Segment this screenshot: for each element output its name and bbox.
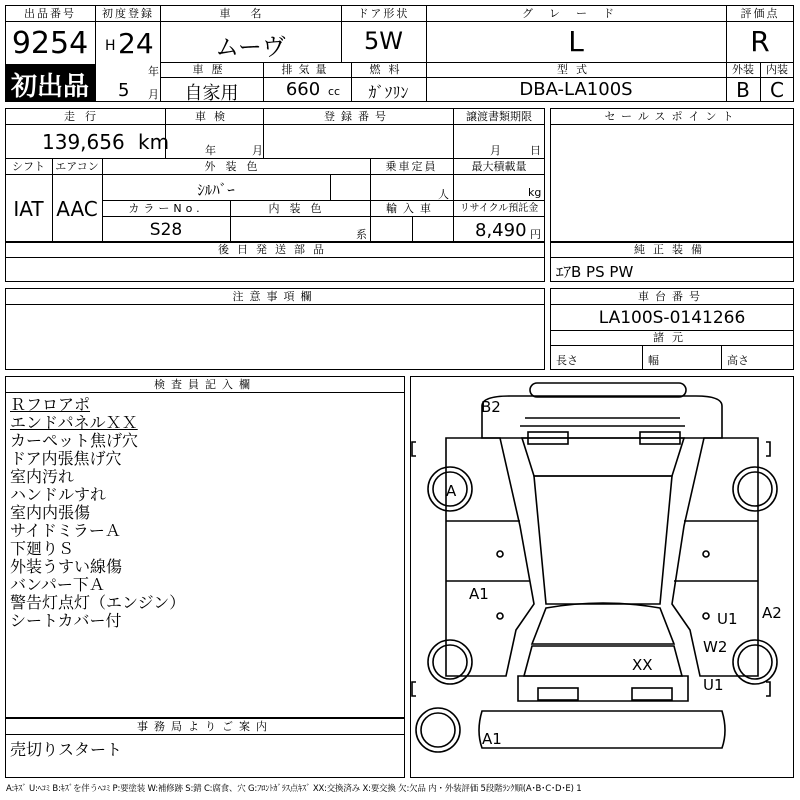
inspection-month-unit: 月 <box>252 144 263 157</box>
car-name: ムーヴ <box>215 33 286 61</box>
exterior-color-label: 外装色 <box>204 160 268 173</box>
reg-month-unit: 月 <box>148 88 159 101</box>
interior-color-unit: 系 <box>356 228 367 241</box>
office-label: 事務局よりご案内 <box>137 720 273 733</box>
fuel-value: ｶﾞｿﾘﾝ <box>368 83 409 102</box>
mileage-label: 走行 <box>64 110 106 123</box>
car-name-label: 車名 <box>219 7 282 20</box>
inspector-note: 室内内張傷 <box>10 503 91 522</box>
first-reg-label: 初度登録 <box>102 7 154 20</box>
chassis-number-value: LA100S-0141266 <box>598 308 746 328</box>
history-value: 自家用 <box>184 83 239 104</box>
max-load-unit: kg <box>528 186 542 199</box>
office-value: 売切りスタート <box>10 740 123 759</box>
car-diagram <box>410 376 794 778</box>
capacity-unit: 人 <box>438 188 449 201</box>
interior-grade-value: C <box>770 78 784 102</box>
mark-xx: XX <box>632 656 653 674</box>
sales-points-box <box>550 108 794 242</box>
displacement-unit: cc <box>328 85 341 98</box>
genuine-equipment-value: ｴｱB PS PW <box>556 263 634 281</box>
exterior-grade-label: 外装 <box>732 63 754 76</box>
exterior-grade-value: B <box>736 78 750 102</box>
inspector-note: カーペット焦げ穴 <box>10 431 139 450</box>
reg-number-label: 登録番号 <box>324 110 392 123</box>
chassis-number-label: 車台番号 <box>638 290 706 303</box>
history-label: 車歴 <box>192 63 231 76</box>
interior-grade-label: 内装 <box>766 63 788 76</box>
inspection-year-unit: 年 <box>205 144 216 157</box>
recycle-label: リサイクル預託金 <box>459 203 539 214</box>
fuel-label: 燃料 <box>369 63 408 76</box>
reg-month: 5 <box>118 80 130 101</box>
door-value: 5W <box>364 27 403 55</box>
max-load-label: 最大積載量 <box>471 160 527 173</box>
mileage-unit: km <box>138 130 170 154</box>
length-label: 長さ <box>556 354 578 367</box>
mark-w2: W2 <box>703 638 728 656</box>
inspector-note: サイドミラーＡ <box>10 521 121 540</box>
capacity-label: 乗車定員 <box>385 160 438 173</box>
transfer-docs-label: 譲渡書類期限 <box>466 110 532 123</box>
inspector-note: Ｒフロアポ <box>10 395 91 414</box>
door-label: ドア形状 <box>357 7 410 20</box>
grade-label: グレード <box>522 7 630 20</box>
displacement-label: 排気量 <box>281 63 333 76</box>
model-code-label: 型式 <box>557 63 595 76</box>
width-label: 幅 <box>648 354 659 367</box>
shift-value: IAT <box>13 197 44 221</box>
displacement-value: 660 <box>285 79 321 100</box>
mileage-value: 139,656 <box>42 130 125 154</box>
mark-rear-top: B2 <box>481 398 501 416</box>
mark-left-front-wheel: A <box>446 482 457 500</box>
ac-value: AAC <box>56 197 98 221</box>
mark-left-quarter: A1 <box>469 585 489 603</box>
recycle-unit: 円 <box>530 228 541 241</box>
inspector-note: エンドパネルＸＸ <box>10 413 138 432</box>
score-label: 評価点 <box>740 7 780 20</box>
mark-front-bumper: A1 <box>482 730 502 748</box>
mark-right-rear-side: A2 <box>762 604 782 622</box>
inspection-label: 車検 <box>195 110 233 123</box>
legend: A:ｷｽﾞ U:ﾍｺﾐ B:ｷｽﾞを伴うﾍｺﾐ P:要塗装 W:補修跡 S:錆 C:腐食、穴 G:ﾌﾛﾝﾄｶﾞﾗｽ点ｷｽﾞ XX:交換済み X:要交換 欠:欠品 内・外装評価 5段階ﾗﾝｸ順(A･B･C･D･E) 1 <box>6 784 582 794</box>
later-parts-label: 後日発送部品 <box>218 243 332 256</box>
dimensions-label: 諸元 <box>653 331 691 344</box>
color-no-label: カラーNo. <box>128 202 204 215</box>
inspector-note: 外装うすい線傷 <box>10 557 123 576</box>
lot-number-label: 出品番号 <box>24 7 76 20</box>
score-value: R <box>750 25 770 58</box>
transfer-month-unit: 月 <box>490 144 501 157</box>
inspector-label: 検査員記入欄 <box>154 378 256 391</box>
model-code-value: DBA-LA100S <box>519 79 633 100</box>
inspector-note: 警告灯点灯（エンジン） <box>10 593 186 612</box>
import-label: 輸入車 <box>386 202 437 215</box>
ac-label: エアコン <box>55 160 99 173</box>
reg-year: 24 <box>118 27 154 60</box>
inspector-note: バンパー下Ａ <box>10 575 105 594</box>
interior-color-label: 内装色 <box>268 202 332 215</box>
genuine-equipment-label: 純正装備 <box>634 243 710 256</box>
first-listing-text: 初出品 <box>10 72 89 102</box>
vehicle-info-table <box>5 108 545 242</box>
exterior-color-value: ｼﾙﾊﾞｰ <box>197 181 235 199</box>
shift-label: シフト <box>12 160 45 173</box>
lot-number: 9254 <box>11 26 89 61</box>
reg-era: H <box>105 38 116 54</box>
color-no-value: S28 <box>149 220 183 240</box>
mark-u1-lower: U1 <box>703 676 724 694</box>
mark-u1-upper: U1 <box>717 610 738 628</box>
inspector-note: ハンドルすれ <box>10 485 107 504</box>
inspector-note: 下廻りＳ <box>10 539 75 558</box>
height-label: 高さ <box>727 354 749 367</box>
grade-value: L <box>568 25 584 58</box>
transfer-day-unit: 日 <box>530 144 541 157</box>
inspector-note: ドア内張焦げ穴 <box>10 449 122 468</box>
recycle-value: 8,490 <box>475 220 527 241</box>
sales-points-label: セールスポイント <box>604 110 740 123</box>
notes-label: 注意事項欄 <box>232 290 318 303</box>
inspector-note: 室内汚れ <box>10 467 75 486</box>
inspector-note: シートカバー付 <box>10 611 122 630</box>
reg-year-unit: 年 <box>148 65 159 78</box>
